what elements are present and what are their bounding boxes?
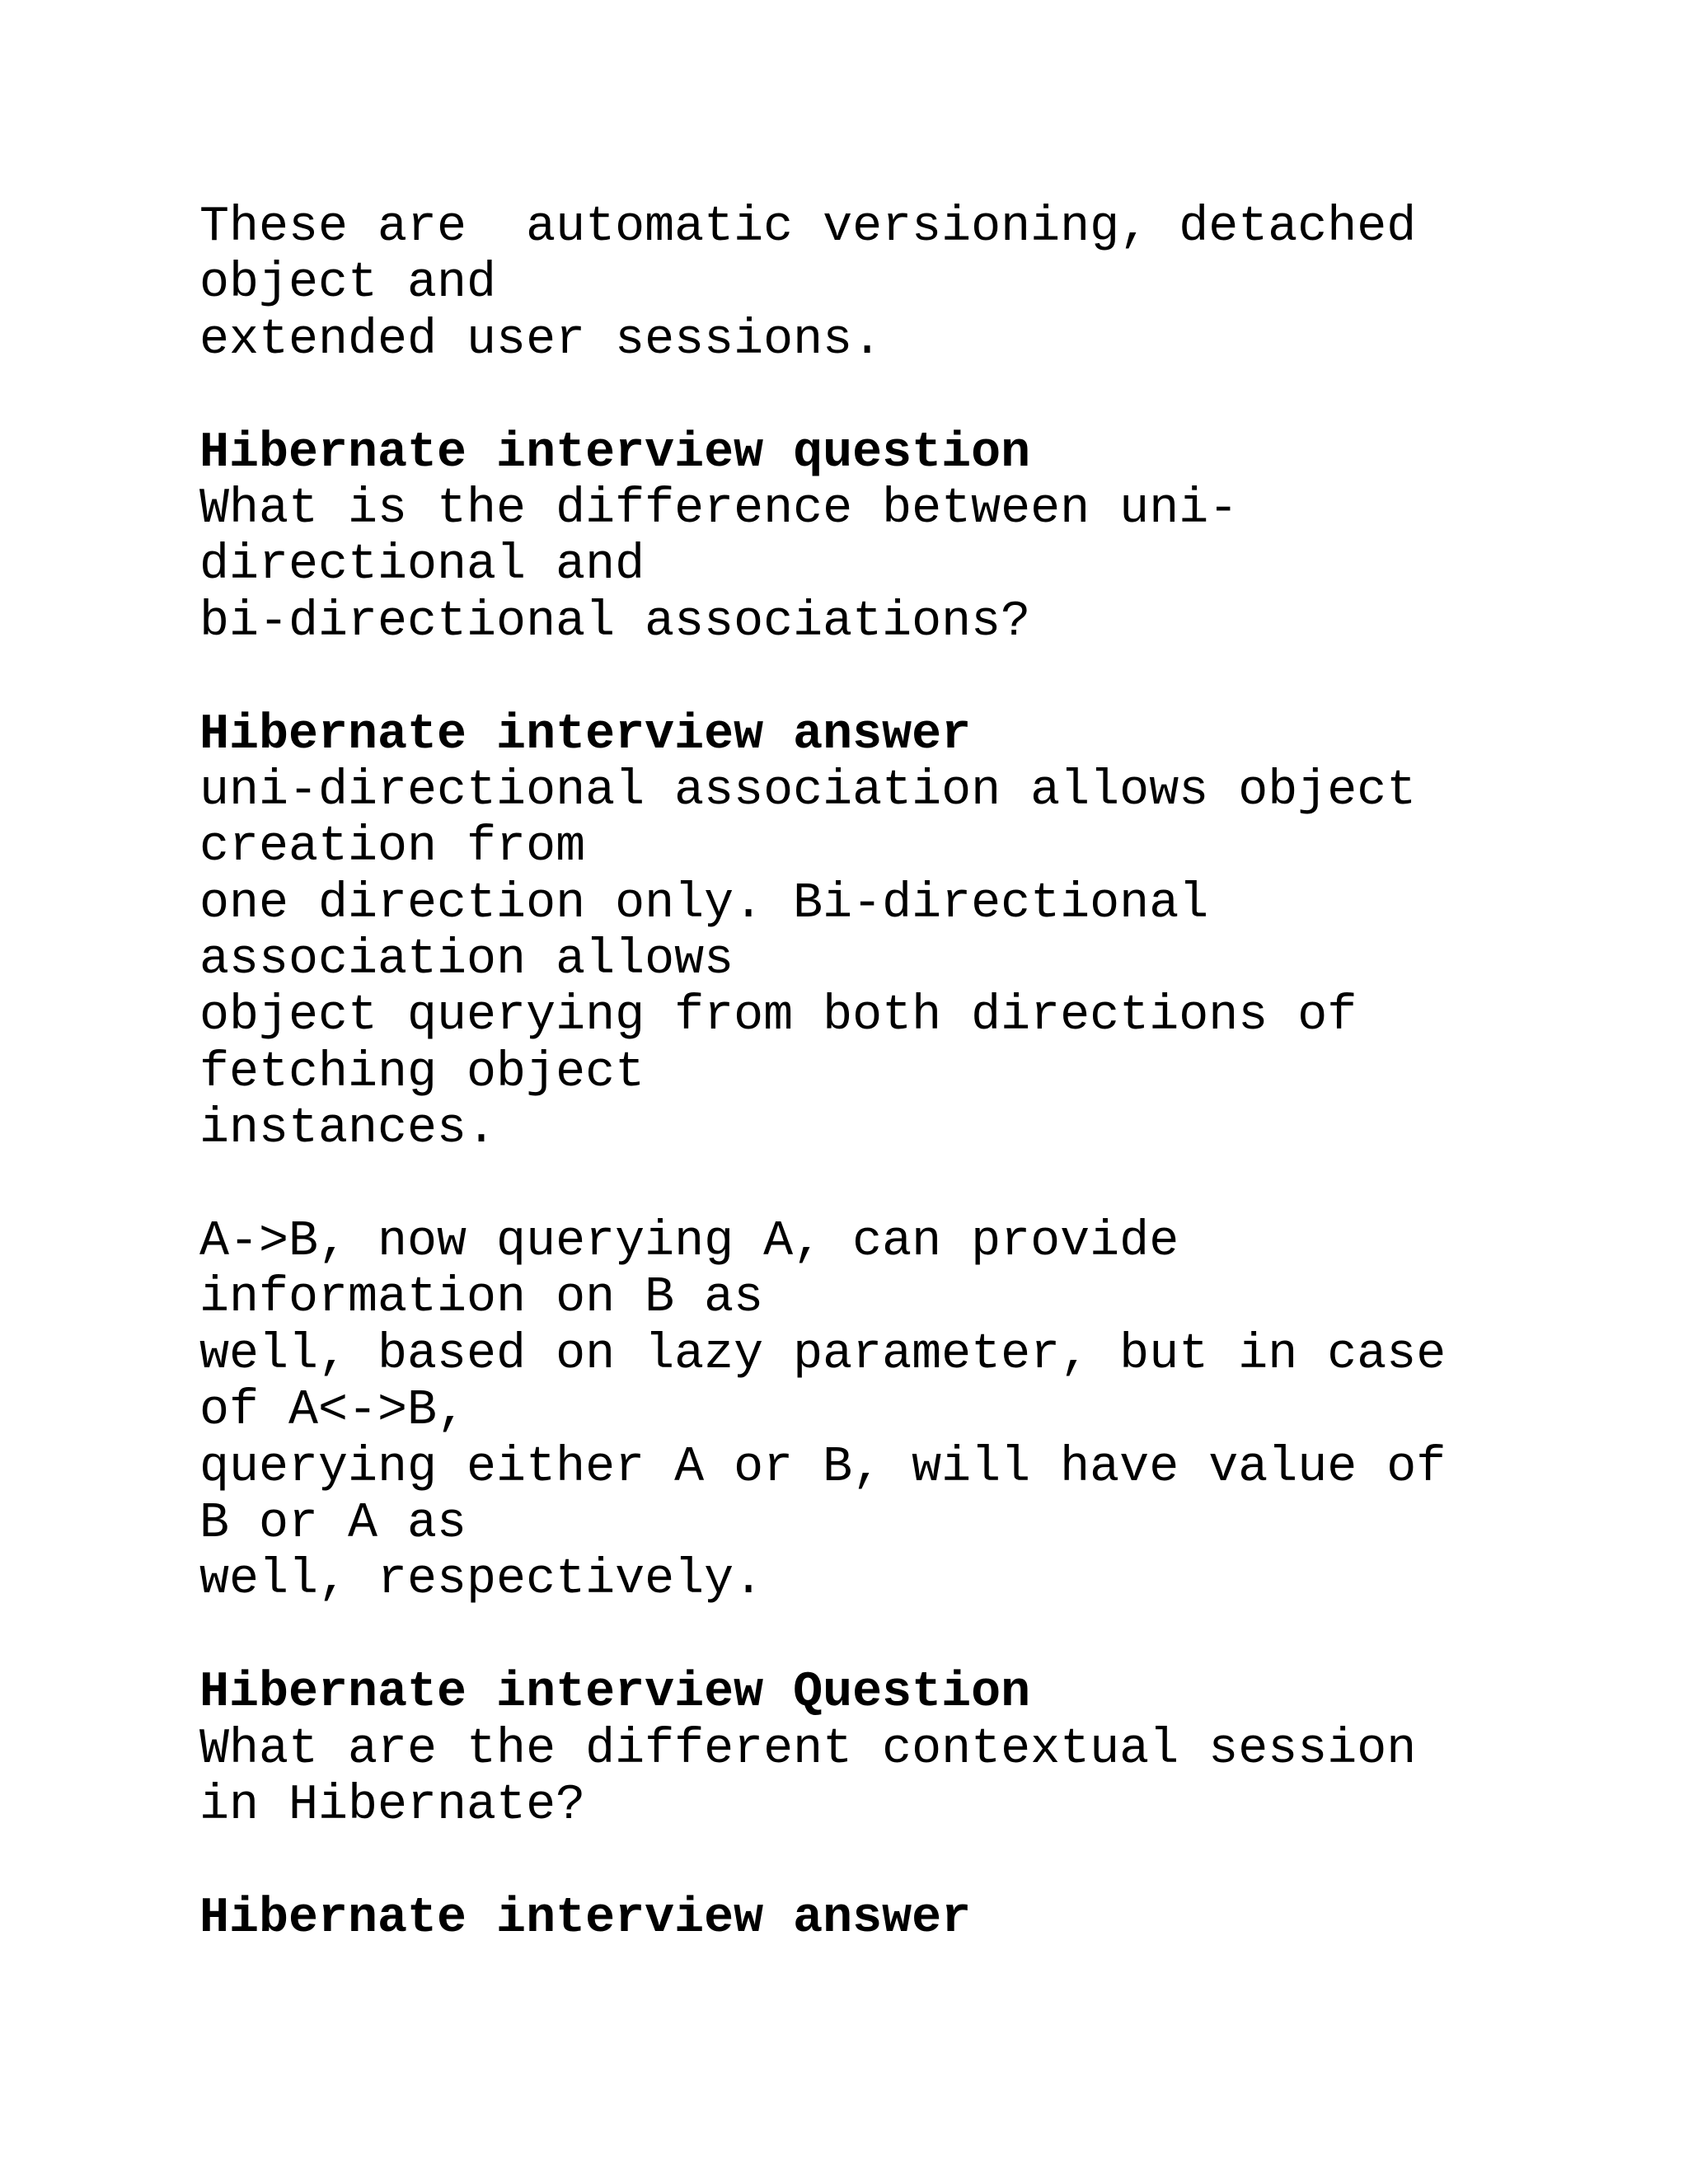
question-block-1 — [199, 425, 1601, 651]
text-line: of A<->B, — [199, 1383, 467, 1440]
answer-block-1 — [199, 707, 1601, 1158]
section-heading: Hibernate interview question — [199, 424, 1031, 481]
text-line: These are automatic versioning, detached — [199, 199, 1417, 255]
text-line: directional and — [199, 537, 645, 594]
answer-block-2 — [199, 1891, 1601, 1947]
text-line: extended user sessions. — [199, 312, 883, 368]
text-line: fetching object — [199, 1044, 645, 1101]
text-line: B or A as — [199, 1495, 467, 1552]
text-line: object and — [199, 255, 497, 312]
spacer — [199, 368, 1601, 424]
text-line: querying either A or B, will have value of — [199, 1439, 1447, 1496]
text-line: one direction only. Bi-directional — [199, 875, 1209, 932]
text-line: in Hibernate? — [199, 1777, 586, 1834]
spacer — [199, 1158, 1601, 1214]
document-page — [199, 199, 1601, 1947]
text-line: well, respectively. — [199, 1552, 764, 1609]
text-line: object querying from both directions of — [199, 988, 1357, 1045]
text-line: uni-directional association allows object — [199, 762, 1417, 819]
spacer — [199, 650, 1601, 706]
spacer — [199, 1834, 1601, 1890]
text-line: bi-directional associations? — [199, 593, 1031, 650]
section-heading: Hibernate interview answer — [199, 1890, 972, 1947]
section-heading: Hibernate interview Question — [199, 1665, 1031, 1722]
paragraph-example — [199, 1214, 1601, 1609]
text-line: What are the different contextual session — [199, 1721, 1417, 1778]
text-line: well, based on lazy parameter, but in case — [199, 1326, 1447, 1383]
text-line: information on B as — [199, 1270, 764, 1327]
text-line: instances. — [199, 1101, 497, 1158]
question-block-2 — [199, 1665, 1601, 1834]
text-line: A->B, now querying A, can provide — [199, 1214, 1179, 1271]
text-line: association allows — [199, 932, 734, 989]
text-line: creation from — [199, 819, 586, 876]
text-line: What is the difference between uni- — [199, 480, 1239, 537]
spacer — [199, 1609, 1601, 1665]
paragraph-intro — [199, 199, 1601, 368]
section-heading: Hibernate interview answer — [199, 706, 972, 763]
